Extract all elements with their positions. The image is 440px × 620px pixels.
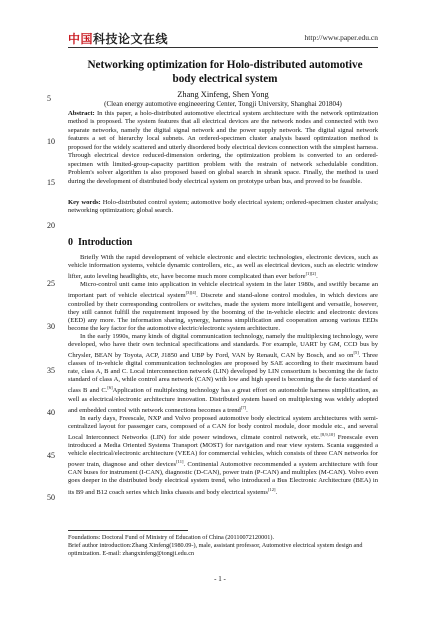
citation[interactable]: [6]: [107, 385, 113, 391]
page-header: [68, 30, 378, 46]
title-line-2: body electrical system: [172, 73, 278, 85]
footnotes: [68, 534, 378, 559]
paragraph-4: In early days, Freescale, NXP and Volvo proposed automotive body electrical system architectures with semi-centralized layout for passenger cars, composed of a CAN for body control module, door module etc., and several Local Interconnect Networks (LIN) for side power windows, climate control network, etc.[8,9,10] Freescale even introduced a Media Oriented Systems Transport (MOST) for navigation and rear view system. Scania suggested a vehicle electrical/electronic architecture (VEEA) for commercial vehicles, which consists of three CAN networks for power train, diagnose and other devices[11]. Continental Automotive recommended a system architecture with four CAN buses for instrument (I-CAN), diagnostic (D-CAN), power train (P-CAN) and multiplex (M-CAN). Volvo even goes deeper in the distributed body electrical system trend, who introduced a Bus Electronic Architecture (BEA) in its B9 and B12 coach series which links chassis and body electrical systems[12].: [68, 414, 378, 496]
paragraph-3: In the early 1990s, many kinds of digital communication technology, namely the multiplexing technology, were developed, who have their own technical specifications and standards. For example, UART by GM, CCD bus by Chrysler, BEAN by Toyota, ACP, J1850 and UBP by Ford, VAN by Renault, CAN by Bosch, and so on[5]. Three classes of in-vehicle digital communication technologies are proposed by SAE according to their maximum baud rate, class A, B and C. Local interconnection network (LIN) developed by LIN consortium is becoming the de facto standard of class A, while control area network (CAN) with low and high speed is becoming the de facto standard of class B and C.[6]Application of multiplexing technology has a great effort on automobile harness simplification, as well as electrical/electronic architecture innovation. Distributed system based on multiplexing was widely adopted and embedded control with network connections becomes a trend[7].: [68, 332, 378, 414]
line-number: 40: [47, 408, 55, 417]
line-number: 15: [47, 178, 55, 187]
line-number: 35: [47, 366, 55, 375]
citation[interactable]: [11]: [176, 459, 184, 465]
line-number: 5: [47, 94, 51, 103]
citation[interactable]: [8,9,10]: [320, 431, 335, 437]
line-number: 45: [47, 451, 55, 460]
keywords-text: Holo-distributed control system; automotive body electrical system; ordered-specimen cluster analysis; networking optimization; global search.: [68, 199, 378, 215]
header-rule: [68, 47, 378, 48]
paragraph-1: Briefly With the rapid development of vehicle electronic and electric technologies, electronic devices, such as vehicle information systems, vehicle dynamic controllers, etc., as well as electrical devices, such as electric window lifter, auto leveling headlights, etc, have become much more complicated than ever before[1][2].: [68, 254, 378, 281]
footnote-foundations: Foundations: Doctoral Fund of Ministry of Education of China (20110072120001).: [68, 534, 274, 541]
title-line-1: Networking optimization for Holo-distributed automotive: [87, 59, 363, 71]
section-title: Introduction: [78, 237, 133, 248]
citation[interactable]: [7]: [240, 404, 247, 410]
logo-red-text: 中国: [68, 32, 94, 46]
line-number: 20: [47, 221, 55, 230]
citation[interactable]: [5]: [353, 349, 359, 355]
citation[interactable]: [12]: [267, 486, 276, 492]
site-url[interactable]: http://www.paper.edu.cn: [304, 33, 378, 42]
keywords: [68, 199, 378, 216]
page-number: - 1 -: [214, 575, 226, 583]
citation[interactable]: [1][2]: [305, 271, 317, 277]
line-number: 10: [47, 137, 55, 146]
section-body: [68, 254, 378, 497]
section-heading: [68, 237, 132, 248]
line-number: 25: [47, 279, 55, 288]
abstract-label: Abstract:: [68, 110, 95, 117]
affiliation: (Clean energy automotive engineeering Center, Tongji University, Shanghai 201804): [104, 100, 342, 108]
line-number: 30: [47, 322, 55, 331]
authors: Zhang Xinfeng, Shen Yong: [177, 90, 269, 99]
keywords-label: Key words:: [68, 199, 101, 206]
footnote-rule: [68, 530, 188, 531]
line-number: 50: [47, 493, 55, 502]
logo-black-text: 科技论文在线: [93, 32, 169, 46]
citation[interactable]: [3][4]: [185, 290, 197, 296]
site-logo[interactable]: [68, 30, 168, 47]
paper-title: [80, 58, 370, 86]
footnote-author: Brief author introduction:Zhang Xinfeng(1980.09-), male, assistant professor, Automotive electrical system design and optimization. E-mail: zhangxinfeng@tongji.edu.cn: [68, 542, 363, 558]
section-number: 0: [68, 237, 73, 248]
abstract-text: In this paper, a holo-distributed automotive electrical system architecture with the network optimization method is proposed. The system features that all electrical devices are the network nodes and connected with two separate networks, namely the digital signal network and the power supply network. The digital signal network features a set of hierarchy local subnets. An ordered-specimen cluster analysis based optimization method is proposed for the widely scattered and utterly disordered body electrical devices connection with the simplest harness. Through electrical device reduced-dimension ordering, the optimization problem is converted to an ordered-specimen with limited-group-capacity partition problem with the restrain of network schedulable condition. Problem's solver algorithm is also proposed based on global search in shrank space. Finally, the method is used during the development of distributed body electrical system on prototype urban bus, and proved to be feasible.: [68, 110, 378, 185]
paragraph-2: Micro-control unit came into application in vehicle electrical system in the later 1980s, and swiftly became an important part of vehicle electrical system[3][4]. Discrete and stand-alone control modules, in which devices are controlled by their corresponding controllers or switches, made the system more intelligent and versatile, however, they still cannot fulfill the requirement imposed by the booming of the in-vehicle electric and electronic devices (EED) any more. The information sharing, synergy, harness simplification and cooperation among various EEDs become the key factor for the automotive electric/electronic system architecture.: [68, 281, 378, 332]
abstract: [68, 110, 378, 186]
